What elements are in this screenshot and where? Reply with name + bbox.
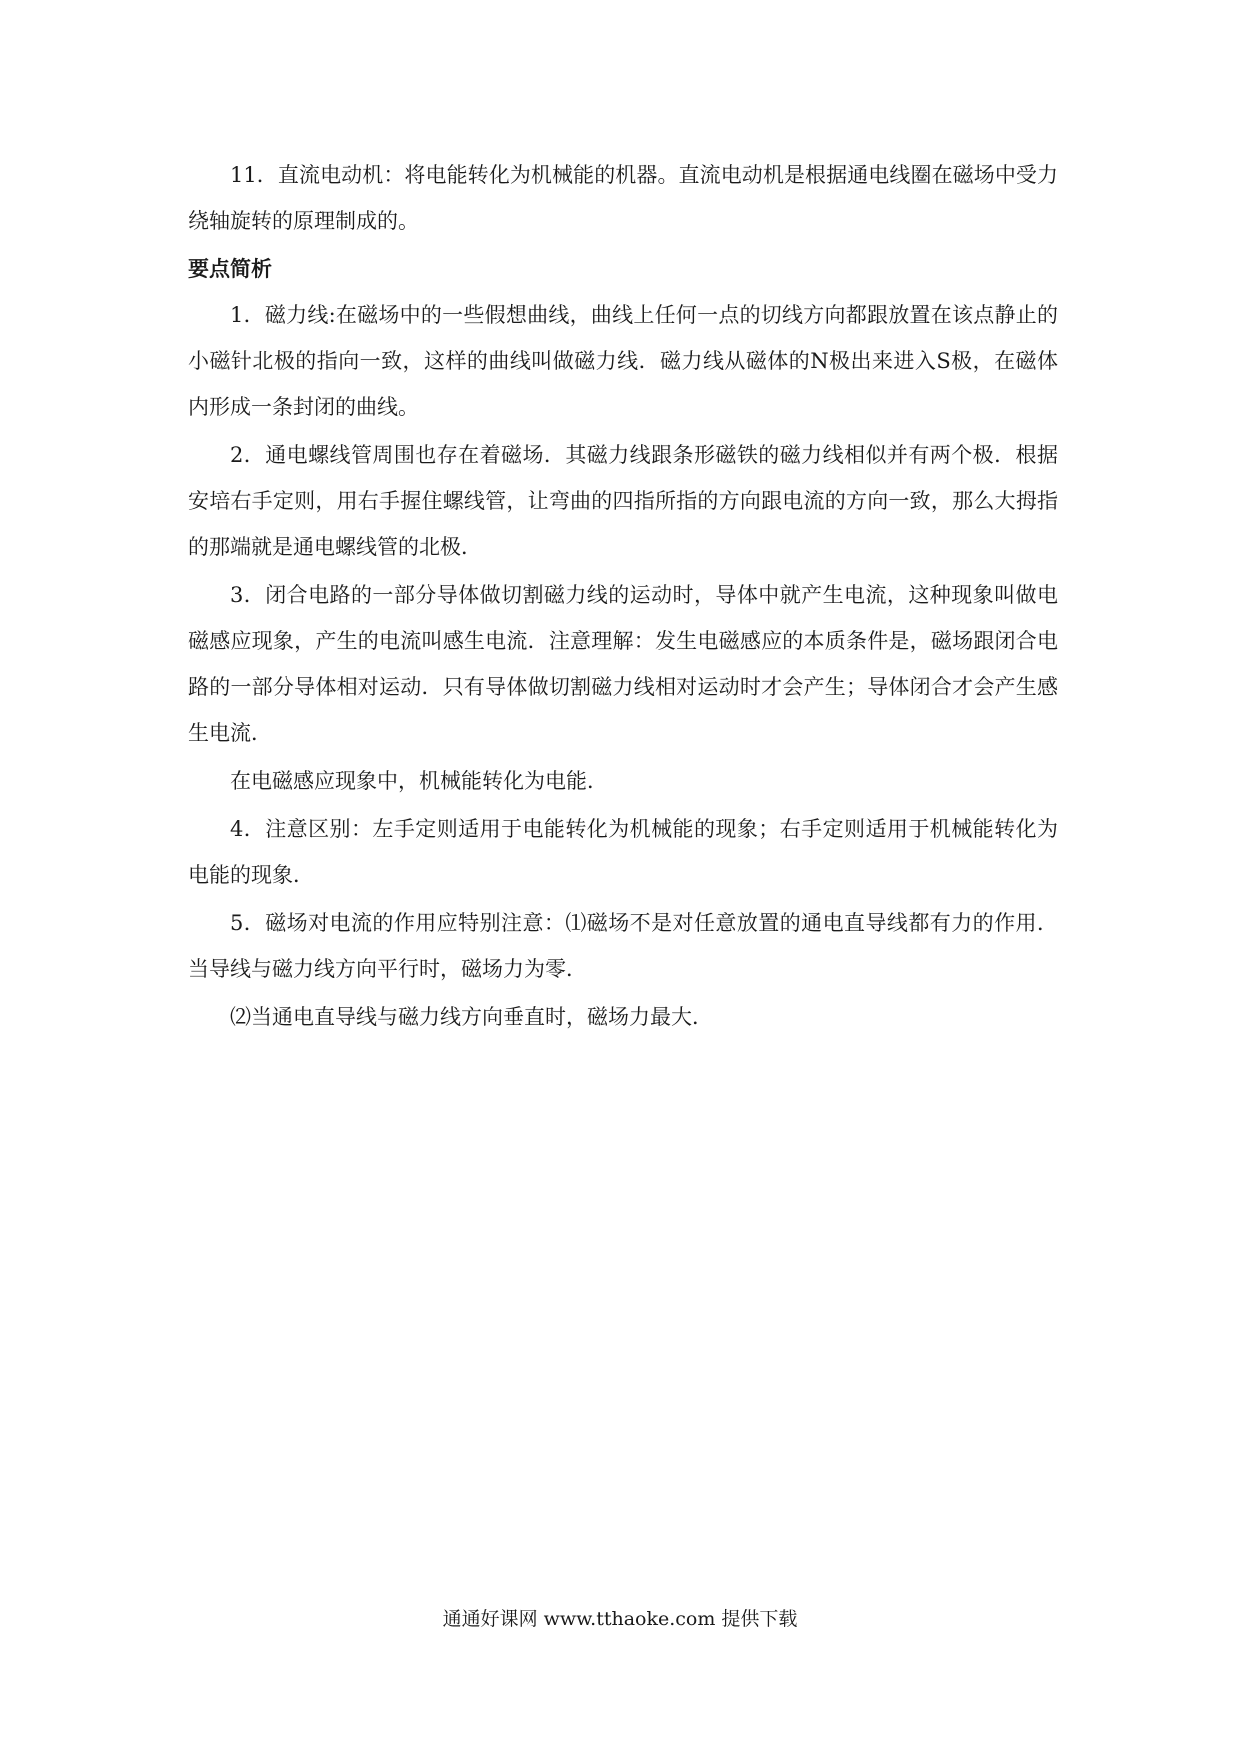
paragraph-magnetic-lines: 1．磁力线:在磁场中的一些假想曲线，曲线上任何一点的切线方向都跟放置在该点静止的小磁针北极的指向一致，这样的曲线叫做磁力线．磁力线从磁体的N极出来进入S极，在磁体内形成一条封闭的曲线。 bbox=[188, 303, 1058, 419]
section-heading: 要点简析 bbox=[188, 257, 272, 281]
paragraph-force-max: ⑵当通电直导线与磁力线方向垂直时，磁场力最大． bbox=[230, 1005, 713, 1029]
document-body bbox=[188, 152, 1058, 1042]
paragraph-dc-motor: 11．直流电动机：将电能转化为机械能的机器。直流电动机是根据通电线圈在磁场中受力绕轴旋转的原理制成的。 bbox=[188, 163, 1058, 233]
paragraph-induction-energy: 在电磁感应现象中，机械能转化为电能． bbox=[230, 769, 608, 793]
paragraph-solenoid: 2．通电螺线管周围也存在着磁场．其磁力线跟条形磁铁的磁力线相似并有两个极．根据安培右手定则，用右手握住螺线管，让弯曲的四指所指的方向跟电流的方向一致，那么大拇指的那端就是通电螺线管的北极． bbox=[188, 443, 1058, 559]
paragraph-induction: 3．闭合电路的一部分导体做切割磁力线的运动时，导体中就产生电流，这种现象叫做电磁感应现象，产生的电流叫感生电流．注意理解：发生电磁感应的本质条件是，磁场跟闭合电路的一部分导体相对运动．只有导体做切割磁力线相对运动时才会产生；导体闭合才会产生感生电流． bbox=[188, 583, 1058, 745]
page-footer: 通通好课网 www.tthaoke.com 提供下载 bbox=[442, 1608, 798, 1630]
paragraph-hand-rules: 4．注意区别：左手定则适用于电能转化为机械能的现象；右手定则适用于机械能转化为电能的现象． bbox=[188, 817, 1058, 887]
paragraph-force-on-current: 5．磁场对电流的作用应特别注意：⑴磁场不是对任意放置的通电直导线都有力的作用．当导线与磁力线方向平行时，磁场力为零． bbox=[188, 911, 1058, 981]
